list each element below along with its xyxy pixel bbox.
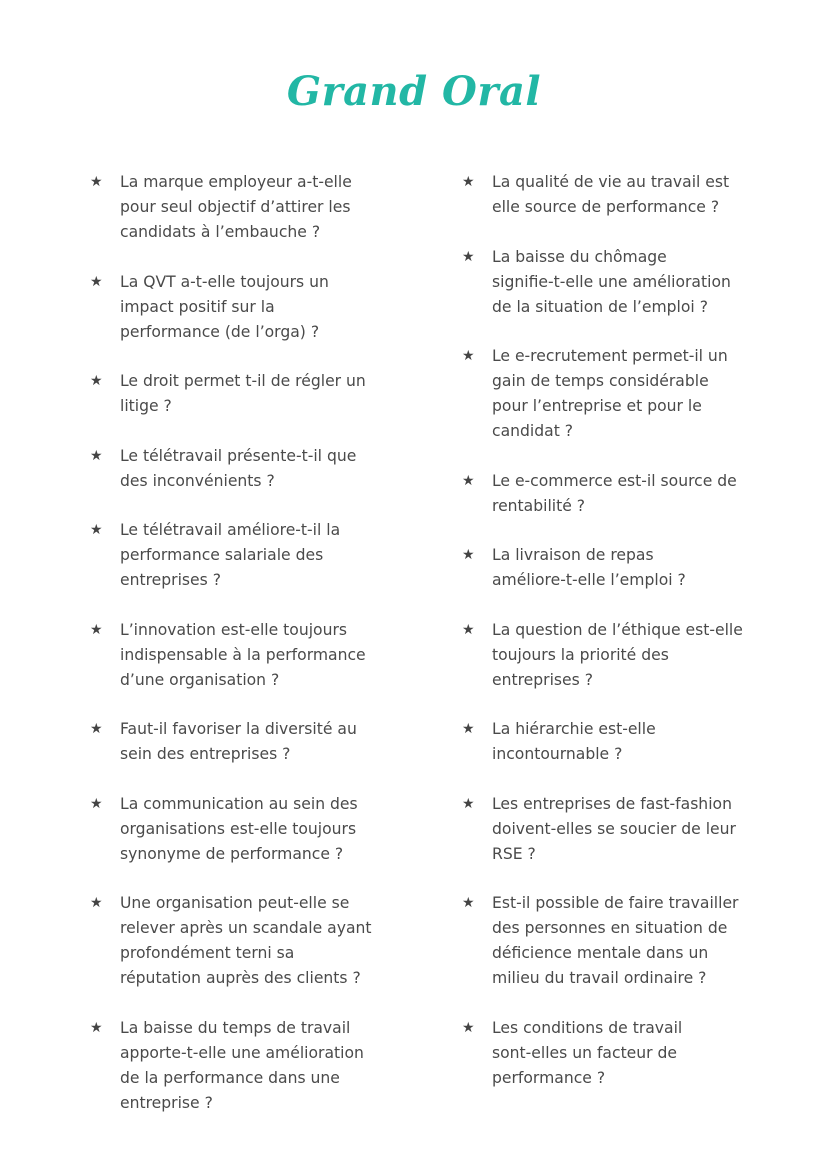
question-line: La hiérarchie est-elle (492, 720, 656, 738)
question-item (462, 717, 762, 767)
question-item (90, 518, 390, 593)
star-icon: ★ (462, 621, 475, 638)
question-text (120, 369, 390, 419)
question-line: rentabilité ? (492, 496, 586, 515)
question-line: pour l’entreprise et pour le (492, 397, 702, 415)
star-icon: ★ (90, 522, 103, 538)
question-line: Le e-recrutement permet-il un (492, 347, 728, 365)
question-text (120, 1016, 390, 1116)
question-text (120, 270, 390, 345)
star-icon: ★ (462, 721, 475, 737)
question-line: performance ? (492, 1068, 606, 1087)
question-text (120, 170, 390, 245)
question-item (462, 543, 762, 593)
question-line: d’une organisation ? (120, 670, 280, 689)
question-text (492, 717, 762, 767)
question-item (90, 891, 390, 991)
question-line: litige ? (120, 397, 172, 415)
question-item (90, 792, 390, 867)
question-line: candidat ? (492, 422, 574, 440)
question-item (462, 891, 762, 991)
question-line: relever après un scandale ayant (120, 919, 372, 937)
star-icon: ★ (462, 795, 475, 812)
question-line: Le droit permet t-il de régler un (120, 372, 366, 390)
star-icon: ★ (90, 373, 103, 389)
question-text (492, 618, 762, 693)
question-line: améliore-t-elle l’emploi ? (492, 571, 686, 589)
question-line: organisations est-elle toujours (120, 819, 357, 838)
question-line: sont-elles un facteur de (492, 1043, 678, 1062)
question-item (90, 369, 390, 419)
question-text (492, 543, 762, 593)
question-text (492, 245, 762, 320)
star-icon: ★ (90, 721, 103, 737)
star-icon: ★ (90, 447, 103, 464)
question-line: performance (de l’orga) ? (120, 322, 320, 341)
question-text (492, 170, 762, 220)
question-line: entreprises ? (120, 571, 221, 589)
question-line: Le e-commerce est-il source de (492, 471, 737, 490)
question-line: entreprise ? (120, 1093, 213, 1112)
question-line: de la performance dans une (120, 1068, 340, 1087)
question-line: La communication au sein des (120, 794, 358, 813)
question-item (90, 444, 390, 494)
question-item (90, 618, 390, 693)
question-line: La question de l’éthique est-elle (492, 620, 743, 639)
star-icon: ★ (462, 895, 475, 911)
left-question-list (90, 170, 390, 1140)
question-line: La baisse du chômage (492, 247, 667, 266)
question-item (90, 717, 390, 767)
question-item (462, 245, 762, 320)
star-icon: ★ (90, 895, 103, 911)
question-line: sein des entreprises ? (120, 745, 291, 763)
star-icon: ★ (462, 547, 475, 563)
question-item (462, 618, 762, 693)
question-text (120, 891, 390, 991)
question-line: Faut-il favoriser la diversité au (120, 720, 357, 738)
question-line: La QVT a-t-elle toujours un (120, 272, 329, 291)
right-question-list (462, 170, 762, 1115)
question-line: Les entreprises de fast-fashion (492, 794, 732, 813)
star-icon: ★ (90, 1019, 103, 1036)
question-item (462, 792, 762, 867)
question-line: Une organisation peut-elle se (120, 894, 350, 912)
question-text (120, 792, 390, 867)
question-line: La qualité de vie au travail est (492, 173, 730, 191)
question-line: incontournable ? (492, 745, 623, 763)
star-icon: ★ (90, 174, 103, 190)
question-line: réputation auprès des clients ? (120, 969, 361, 987)
question-text (120, 518, 390, 593)
question-item (462, 469, 762, 519)
question-line: des inconvénients ? (120, 471, 275, 490)
question-item (90, 1016, 390, 1116)
question-line: Le télétravail présente-t-il que (120, 446, 357, 465)
star-icon: ★ (462, 174, 475, 190)
star-icon: ★ (462, 248, 475, 265)
question-text (120, 618, 390, 693)
question-line: gain de temps considérable (492, 372, 709, 390)
question-item (462, 1016, 762, 1091)
question-line: performance salariale des (120, 546, 324, 564)
question-line: indispensable à la performance (120, 645, 366, 664)
question-line: doivent-elles se soucier de leur (492, 819, 736, 838)
question-line: synonyme de performance ? (120, 844, 344, 863)
question-line: Le télétravail améliore-t-il la (120, 521, 341, 539)
question-line: profondément terni sa (120, 944, 295, 962)
star-icon: ★ (90, 273, 103, 290)
question-item (90, 270, 390, 345)
question-item (90, 170, 390, 245)
question-line: candidats à l’embauche ? (120, 223, 321, 241)
question-text (492, 344, 762, 444)
question-line: toujours la priorité des (492, 645, 669, 664)
question-line: Les conditions de travail (492, 1018, 683, 1037)
star-icon: ★ (90, 621, 103, 638)
question-text (120, 717, 390, 767)
question-text (492, 469, 762, 519)
star-icon: ★ (462, 1019, 475, 1036)
question-item (462, 170, 762, 220)
question-line: de la situation de l’emploi ? (492, 297, 708, 316)
question-item (462, 344, 762, 444)
question-line: apporte-t-elle une amélioration (120, 1043, 364, 1062)
question-text (492, 792, 762, 867)
star-icon: ★ (90, 795, 103, 812)
question-line: milieu du travail ordinaire ? (492, 969, 707, 987)
question-line: La livraison de repas (492, 546, 654, 564)
star-icon: ★ (462, 348, 475, 364)
page-title: Grand Oral (286, 68, 542, 115)
question-text (492, 891, 762, 991)
star-icon: ★ (462, 472, 475, 489)
question-line: pour seul objectif d’attirer les (120, 198, 351, 216)
question-line: entreprises ? (492, 670, 593, 689)
question-line: La baisse du temps de travail (120, 1018, 351, 1037)
question-line: impact positif sur la (120, 297, 275, 316)
question-line: RSE ? (492, 844, 536, 863)
question-text (492, 1016, 762, 1091)
question-text (120, 444, 390, 494)
question-line: elle source de performance ? (492, 198, 720, 216)
question-line: déficience mentale dans un (492, 944, 709, 962)
question-line: L’innovation est-elle toujours (120, 620, 347, 639)
question-line: signifie-t-elle une amélioration (492, 272, 731, 291)
question-line: La marque employeur a-t-elle (120, 173, 352, 191)
question-line: des personnes en situation de (492, 919, 728, 937)
question-line: Est-il possible de faire travailler (492, 894, 739, 912)
